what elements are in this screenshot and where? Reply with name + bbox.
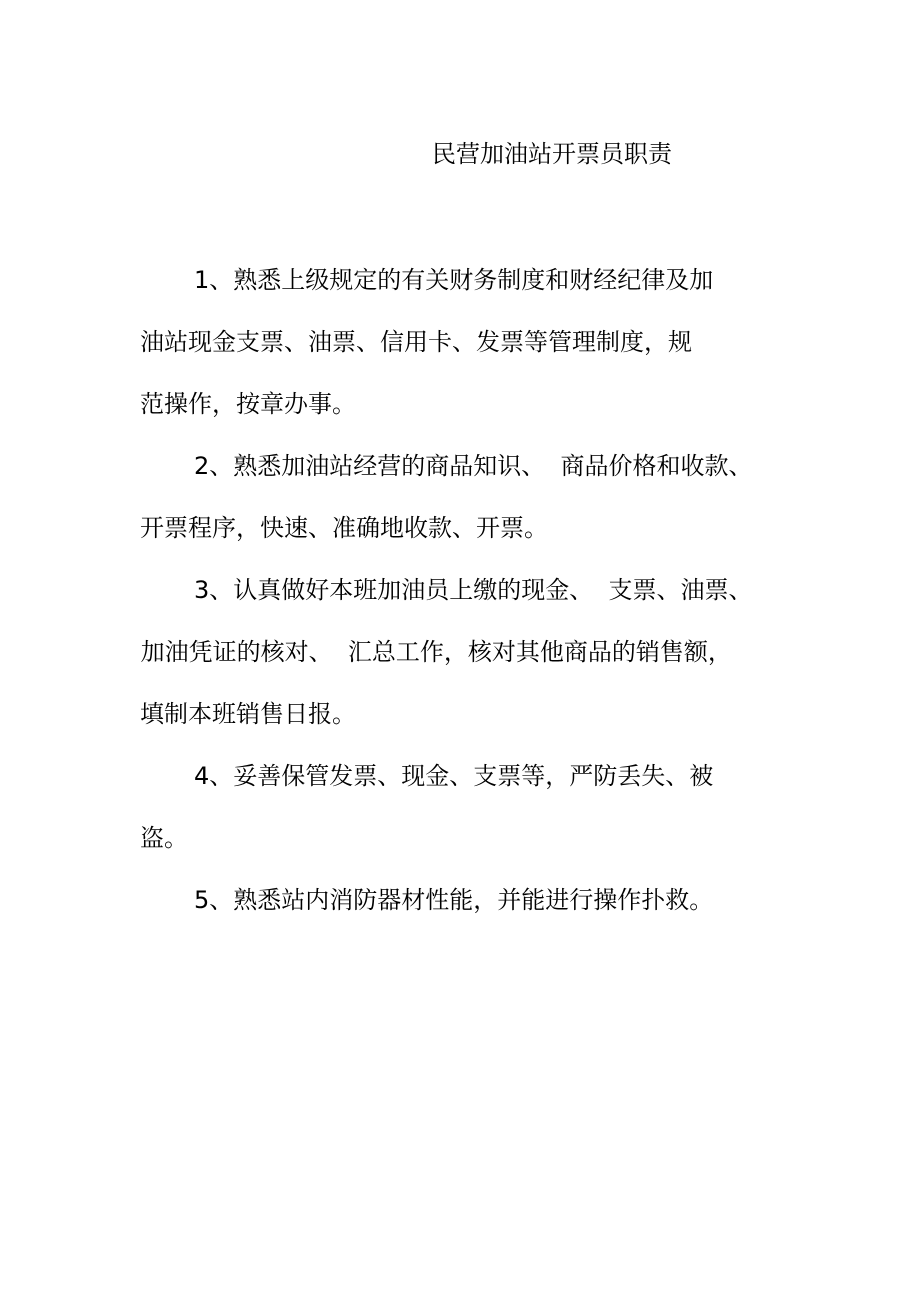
- paragraph-4-line-2: 盗。: [140, 824, 188, 852]
- document-title: 民营加油站开票员职责: [432, 140, 672, 168]
- paragraph-3-line-1: 3、认真做好本班加油员上缴的现金、 支票、油票、: [194, 576, 753, 604]
- paragraph-3-line-2: 加油凭证的核对、 汇总工作，核对其他商品的销售额，: [133, 638, 732, 666]
- paragraph-1-line-3: 范操作，按章办事。: [140, 390, 356, 418]
- paragraph-1-line-2: 油站现金支票、油票、信用卡、发票等管理制度，规: [140, 328, 692, 356]
- paragraph-1-line-1: 1、熟悉上级规定的有关财务制度和财经纪律及加: [194, 266, 714, 294]
- paragraph-2-line-1: 2、熟悉加油站经营的商品知识、 商品价格和收款、: [194, 452, 753, 480]
- paragraph-3-line-3: 填制本班销售日报。: [140, 700, 356, 728]
- paragraph-2-line-2: 开票程序，快速、准确地收款、开票。: [140, 514, 548, 542]
- paragraph-4-line-1: 4、妥善保管发票、现金、支票等，严防丢失、被: [194, 762, 714, 790]
- paragraph-5-line-1: 5、熟悉站内消防器材性能，并能进行操作扑救。: [194, 886, 714, 914]
